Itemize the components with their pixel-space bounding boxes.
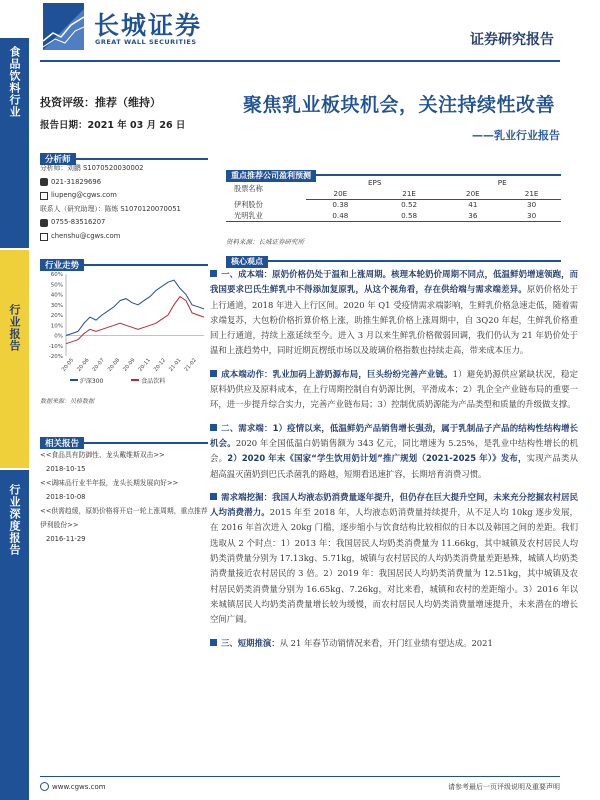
y-tick-label: 20% [50,313,63,319]
mail-icon [40,192,48,200]
table-cell: 0.58 [401,210,418,220]
paragraph-text: 2015 年至 2018 年，人均液态奶消费量持续提升，从不足人均 10kg 逐步发展，在 2016 年首次进入 20kg 门槛，逐步缩小与饮食结构比较相似的日本以及韩国之间的差距。我们选取从 2 个时点：1）2013 年：我国居民人均奶类消费量为 11.66kg，其中城镇及农村居民人均奶类消费量分别为 17.13kg、5.71kg，城镇与农村居民的人均奶类消费量差距悬殊，城镇人均奶类消费量接近农村居民的 3 倍。2）2019 年：我国居民人均奶类消费量为 12.51kg，其中城镇及农村居民奶类消费量分别为 16.65kg、7.26kg，对比来看，城镇和农村的差距缩小。3）2016 年以来城镇居民人均奶类消费量增长较为缓慢，而农村居民人均奶类消费量增速提升，未来潜在的增长空间广阔。 [210,507,579,625]
forecast-source: 资料来源：长城证券研究所 [226,238,304,246]
table-cell: 0.38 [332,200,349,209]
forecast-heading: 重点推荐公司盈利预测 [226,170,316,182]
analyst-heading: 分析师 [40,153,76,165]
paragraph-demand [210,421,578,482]
table-cell: 41 [468,200,478,209]
table-cell: 36 [468,210,478,220]
contact-name: 联系人（研究助理）：陈炼 S1070120070051 [40,204,181,213]
paragraph-bold: 1）疫情以来，低温鲜奶产品销售增长强劲，属于乳制品子产品的结构性结构增长机会。 [210,422,579,448]
report-date: 报告日期：2021 年 03 月 26 日 [40,120,186,131]
footer-divider [40,776,560,777]
table-cell: 30 [527,200,537,209]
deep-report-strip-label: 行业深度报告 [8,484,21,556]
footer-disclaimer: 请参考最后一页评级说明及重要声明 [448,783,560,791]
paragraph-text: 实现产品类从超高温灭菌奶到巴氏杀菌乳的路越，短期看迅速扩容，长期培育消费习惯。 [210,453,579,479]
viewpoint-heading: 核心观点 [226,256,268,268]
x-tick-label: 20-11 [137,357,152,373]
analyst-phone-row [40,176,210,190]
viewpoint-section-header [226,249,561,266]
analyst-phone: 021-31829696 [51,177,102,186]
trend-heading: 行业走势 [40,259,84,271]
paragraph-text: 2020 年全国低温白奶销售额为 343 亿元，同比增速为 5.25%，是乳业中结构性增长的机会。 [210,437,578,464]
analyst-section-header [40,147,208,165]
paragraph-text: 从 21 年春节动销情况来看，开门红业绩有望达成。2021 [279,637,493,648]
contact-phone-row [40,216,210,230]
col-eps: EPS [368,178,382,187]
footer-url[interactable] [40,782,106,791]
paragraph-text: 原奶价格处于上行通道，2018 年进入上行区间。2020 年 Q1 受疫情需求端影响，生鲜乳价格急速走低，随着需求端复苏，大包粉价格折算价格上涨，助推生鲜乳价格上涨周期中，自 3Q20 年起，生鲜乳价格重回上行通道，持续上涨延续至今。进入 3 月以来生鲜乳价格微弱回调，我们仍认为 21 年奶价处于温和上涨趋势中，同时近期瓦楞纸市场以及玻璃价格指数也持续走高，带来成本压力。 [210,284,578,356]
contact-phone: 0755-83516207 [51,218,106,227]
header-divider [40,60,560,62]
report-title: 聚焦乳业板块机会，关注持续性改善 [242,94,555,116]
bullet-icon [210,370,217,377]
paragraph-lead: 需求端挖掘：我国人均液态奶消费量逐年提升，但仍存在巨大提升空间，未来充分挖掘农村居民人均消费潜力。 [210,491,578,518]
great-wall-logo-icon [43,3,84,50]
bullet-icon [210,424,217,431]
year-header: 20E [443,189,502,200]
paragraph-lead: 二、需求端： [221,422,273,433]
y-tick-label: -20% [48,354,63,360]
series-line-hs300 [66,280,204,335]
phone-icon [40,178,48,186]
legend-label-hs300: 沪深300 [79,378,104,385]
page-header [0,0,600,72]
x-tick-label: 21-02 [183,357,198,373]
related-report-title[interactable]: <<食品具有防御性、龙头戴维斯双击>> [40,451,165,459]
related-report-date: 2018-10-15 [46,465,86,473]
logo-text-en: GREAT WALL SECURITIES [95,38,197,46]
table-row [226,211,561,222]
industry-strip-label: 食品饮料行业 [8,46,21,118]
table-cell: 30 [527,210,537,220]
legend-swatch-hs300 [70,379,78,381]
analyst-info [40,162,210,244]
x-tick-label: 20-08 [106,357,122,373]
viewpoint-body [210,267,578,659]
report-type-label: 证券研究报告 [470,32,554,48]
contact-email-row [40,230,210,244]
forecast-header-row [226,178,561,189]
y-tick-label: 40% [50,292,63,299]
chart-source: 数据来源：贝格数据 [40,398,95,405]
stock-name: 伊利股份 [234,199,263,209]
report-side-strip [0,250,29,468]
bullet-icon [210,270,217,277]
paragraph-cost [210,267,578,359]
mail-icon [40,233,48,241]
legend-swatch-food [131,379,139,381]
paragraph-bold: 2）2020 年末《国家“学生饮用奶计划”推广规划（2021-2025 年）》发布， [227,453,527,464]
related-heading: 相关报告 [40,437,84,449]
forecast-table [226,178,561,222]
logo-text-cn: 长城证券 [94,11,203,40]
table-cell: 0.48 [332,210,349,220]
year-header: 20E [306,189,375,200]
paragraph-demand-mining [210,490,578,628]
trend-section-header [40,253,208,271]
related-report-title[interactable]: <<调味品行业半年报，龙头长期发展向好>> [40,479,179,487]
year-header: 21E [502,189,561,200]
paragraph-lead: 三、短期推演： [221,637,280,648]
contact-email[interactable]: chenshu@cgws.com [51,231,121,240]
bullet-icon [210,493,217,500]
table-row [226,200,561,211]
stock-name: 光明乳业 [234,210,263,220]
analyst-name: 分析师：刘鹏 S1070520030002 [40,164,144,172]
deep-report-side-strip [0,470,29,800]
paragraph-text: 1）避免奶源供应紧缺状况，稳定原料奶供应及原料成本，在上行周期控制自有奶源比例，平滑成本；2）乳企全产业链布局的重要一环，进一步提升综合实力，完善产业链布局；3）控制优质奶源能为产品类型和质量的升级做支撑。 [210,368,578,410]
related-report-date: 2016-11-29 [46,535,86,543]
y-tick-label: 10% [50,323,63,330]
paragraph-lead: 成本端动作：乳业加码上游奶源布局，巨头纷纷完善产业链。 [221,368,453,379]
report-subtitle: ——乳业行业报告 [472,129,560,142]
report-strip-label: 行业报告 [8,304,21,352]
x-tick-label: 20-05 [60,357,76,373]
forecast-section-header [226,163,561,180]
y-tick-label: 60% [50,272,63,278]
analyst-email[interactable]: liupeng@cgws.com [51,191,117,200]
phone-icon [40,219,48,227]
related-report-title[interactable]: <<供需趋缓，原奶价格将开启一轮上涨周期，重点推荐伊利股份>> [40,507,208,529]
table-cell: 0.52 [401,200,418,209]
x-tick-label: 20-09 [122,357,137,373]
paragraph-lead: 一、成本端：原奶价格仍处于温和上涨周期。核理本轮奶价周期不同点，低温鲜奶增速领跑，而我国要求巴氏生鲜乳中不得添加复原乳，从这个视角看，存在供给端与需求端差异。 [210,269,578,295]
analyst-email-row [40,189,210,203]
x-tick-label: 20-06 [76,357,91,373]
col-stock-name: 股票名称 [234,183,263,193]
chart-legend [40,376,208,385]
investment-rating: 投资评级：推荐（维持） [40,96,161,109]
year-header: 21E [375,189,444,200]
globe-icon [40,782,49,791]
footer-url-text[interactable]: www.cgws.com [52,782,106,791]
paragraph-cost-action [210,367,578,413]
y-tick-label: 30% [50,302,63,309]
y-tick-label: 50% [50,282,63,289]
related-section-header [40,431,208,449]
x-tick-label: 20-12 [152,357,168,373]
paragraph-short-term [210,636,578,651]
x-tick-label: 20-07 [91,357,106,373]
col-pe: PE [497,178,507,187]
related-reports-list [40,448,210,546]
x-tick-label: 21-01 [168,357,183,373]
y-tick-label: 0% [54,333,63,340]
industry-trend-chart [40,270,208,378]
y-tick-label: -10% [48,343,63,350]
legend-label-food: 食品饮料 [141,378,166,385]
bullet-icon [210,639,217,646]
related-report-date: 2018-10-08 [46,493,86,501]
